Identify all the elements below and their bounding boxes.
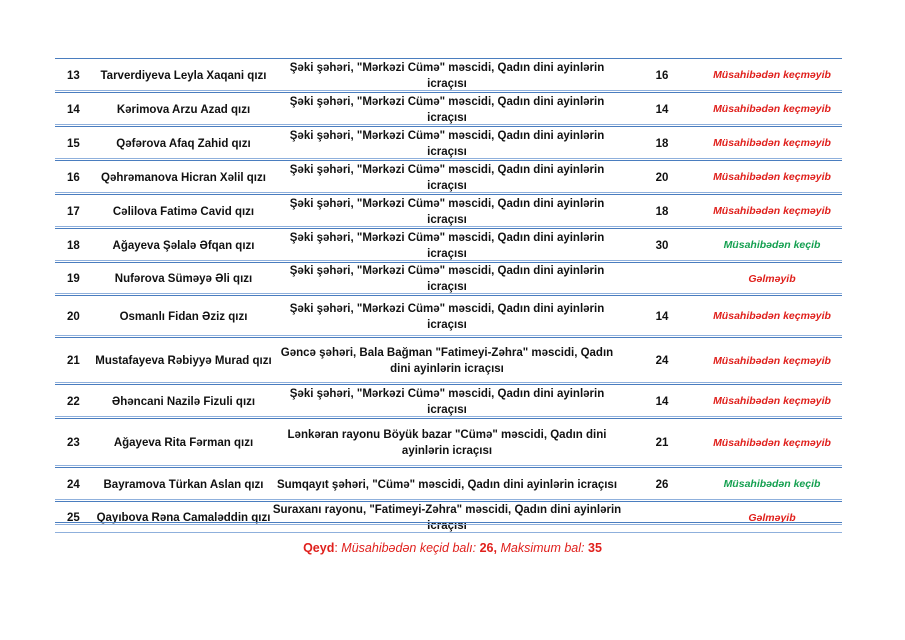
candidate-name: Qəfərova Afaq Zahid qızı [116,137,251,150]
interview-status: Müsahibədən keçməyib [713,69,831,81]
mosque-position: Gəncə şəhəri, Bala Bağman "Fatimeyi-Zəhra" məscidi, Qadın dini ayinlərin icraçısı [280,347,614,375]
interview-score: 20 [655,171,669,184]
interview-score: 16 [655,69,669,82]
row-number: 20 [67,310,80,323]
note-pass-text: Müsahibədən keçid balı: [341,541,477,555]
table-row [55,384,842,418]
mosque-position: Şəki şəhəri, "Mərkəzi Cümə" məscidi, Qadın dini ayinlərin icraçısı [289,231,605,260]
candidate-name: Osmanlı Fidan Əziz qızı [119,310,248,323]
candidate-name: Mustafayeva Rəbiyyə Murad qızı [95,355,272,367]
row-number: 14 [67,103,80,116]
note-pass-value: 26, [479,541,497,555]
mosque-position: Suraxanı rayonu, "Fatimeyi-Zəhra" məscidi, Qadın dini ayinlərin icraçısı [272,504,622,532]
mosque-position: Şəki şəhəri, "Mərkəzi Cümə" məscidi, Qadın dini ayinlərin icraçısı [289,61,605,90]
table-row [55,262,842,295]
candidate-name: Kərimova Arzu Azad qızı [116,103,251,116]
row-number: 15 [67,137,80,150]
table-row [55,160,842,194]
mosque-position: Sumqayıt şəhəri, "Cümə" məscidi, Qadın dini ayinlərin icraçısı [276,478,618,491]
interview-status: Müsahibədən keçməyib [713,171,831,183]
candidate-name: Ağayeva Rita Fərman qızı [113,437,254,449]
interview-status: Müsahibədən keçib [723,239,821,251]
interview-status: Müsahibədən keçməyib [713,137,831,149]
mosque-position: Şəki şəhəri, "Mərkəzi Cümə" məscidi, Qadın dini ayinlərin icraçısı [289,129,605,158]
row-number: 25 [67,512,80,524]
mosque-position: Şəki şəhəri, "Mərkəzi Cümə" məscidi, Qadın dini ayinlərin icraçısı [289,265,605,293]
results-table [55,58,842,534]
mosque-position: Şəki şəhəri, "Mərkəzi Cümə" məscidi, Qadın dini ayinlərin icraçısı [289,197,605,226]
table-bottom-rule [55,522,842,525]
interview-score: 26 [655,478,669,491]
mosque-position: Şəki şəhəri, "Mərkəzi Cümə" məscidi, Qadın dini ayinlərin icraçısı [289,163,605,192]
row-number: 18 [67,239,80,252]
interview-status: Gəlməyib [748,272,796,285]
mosque-position: Şəki şəhəri, "Mərkəzi Cümə" məscidi, Qadın dini ayinlərin icraçısı [289,387,605,416]
interview-score: 21 [655,437,669,449]
interview-score: 30 [655,239,669,252]
interview-score: 24 [655,355,669,367]
candidate-name: Tarverdiyeva Leyla Xaqani qızı [100,69,267,82]
interview-score: 18 [655,205,669,218]
candidate-name: Qayıbova Rəna Camaləddin qızı [96,512,271,524]
table-row [55,418,842,467]
interview-status: Müsahibədən keçməyib [713,310,831,322]
row-number: 19 [67,273,80,285]
interview-score: 14 [655,310,669,323]
mosque-position: Şəki şəhəri, "Mərkəzi Cümə" məscidi, Qadın dini ayinlərin icraçısı [289,302,605,331]
candidate-name: Bayramova Türkan Aslan qızı [103,478,264,491]
mosque-position: Lənkəran rayonu Böyük bazar "Cümə" məscidi, Qadın dini ayinlərin icraçısı [287,429,607,457]
row-number: 16 [67,171,80,184]
row-number: 17 [67,205,80,218]
table-row [55,126,842,160]
row-number: 13 [67,69,80,82]
mosque-position: Şəki şəhəri, "Mərkəzi Cümə" məscidi, Qadın dini ayinlərin icraçısı [289,95,605,124]
table-row [55,337,842,384]
note-max-text: Maksimum bal: [500,541,585,555]
interview-status: Müsahibədən keçməyib [713,354,831,367]
interview-score: 14 [655,103,669,116]
interview-status: Müsahibədən keçib [723,478,821,490]
table-row [55,58,842,92]
row-number: 23 [67,437,80,449]
note-label: Qeyd [303,541,335,555]
candidate-name: Cəlilova Fatimə Cavid qızı [112,205,255,218]
table-row [55,194,842,228]
table-row [55,295,842,337]
interview-status: Müsahibədən keçməyib [713,103,831,115]
note-max-value: 35 [588,541,602,555]
candidate-name: Ağayeva Şəlalə Əfqan qızı [112,239,255,252]
table-row [55,501,842,534]
interview-status: Müsahibədən keçməyib [713,436,831,449]
row-number: 22 [67,395,80,408]
interview-score: 18 [655,137,669,150]
candidate-name: Nufərova Süməyə Əli qızı [114,273,253,285]
interview-score: 14 [655,395,669,408]
table-row [55,92,842,126]
footnote: Qeyd: Müsahibədən keçid balı: 26, Maksimum bal: 35 [303,541,602,555]
interview-status: Müsahibədən keçməyib [713,205,831,217]
candidate-name: Qəhrəmanova Hicran Xəlil qızı [101,171,266,184]
row-number: 21 [67,355,80,367]
candidate-name: Əhəncani Nazilə Fizuli qızı [111,395,256,408]
interview-status: Müsahibədən keçməyib [713,395,831,407]
table-row [55,467,842,501]
table-row [55,228,842,262]
interview-status: Gəlməyib [748,511,796,524]
row-number: 24 [67,478,80,491]
